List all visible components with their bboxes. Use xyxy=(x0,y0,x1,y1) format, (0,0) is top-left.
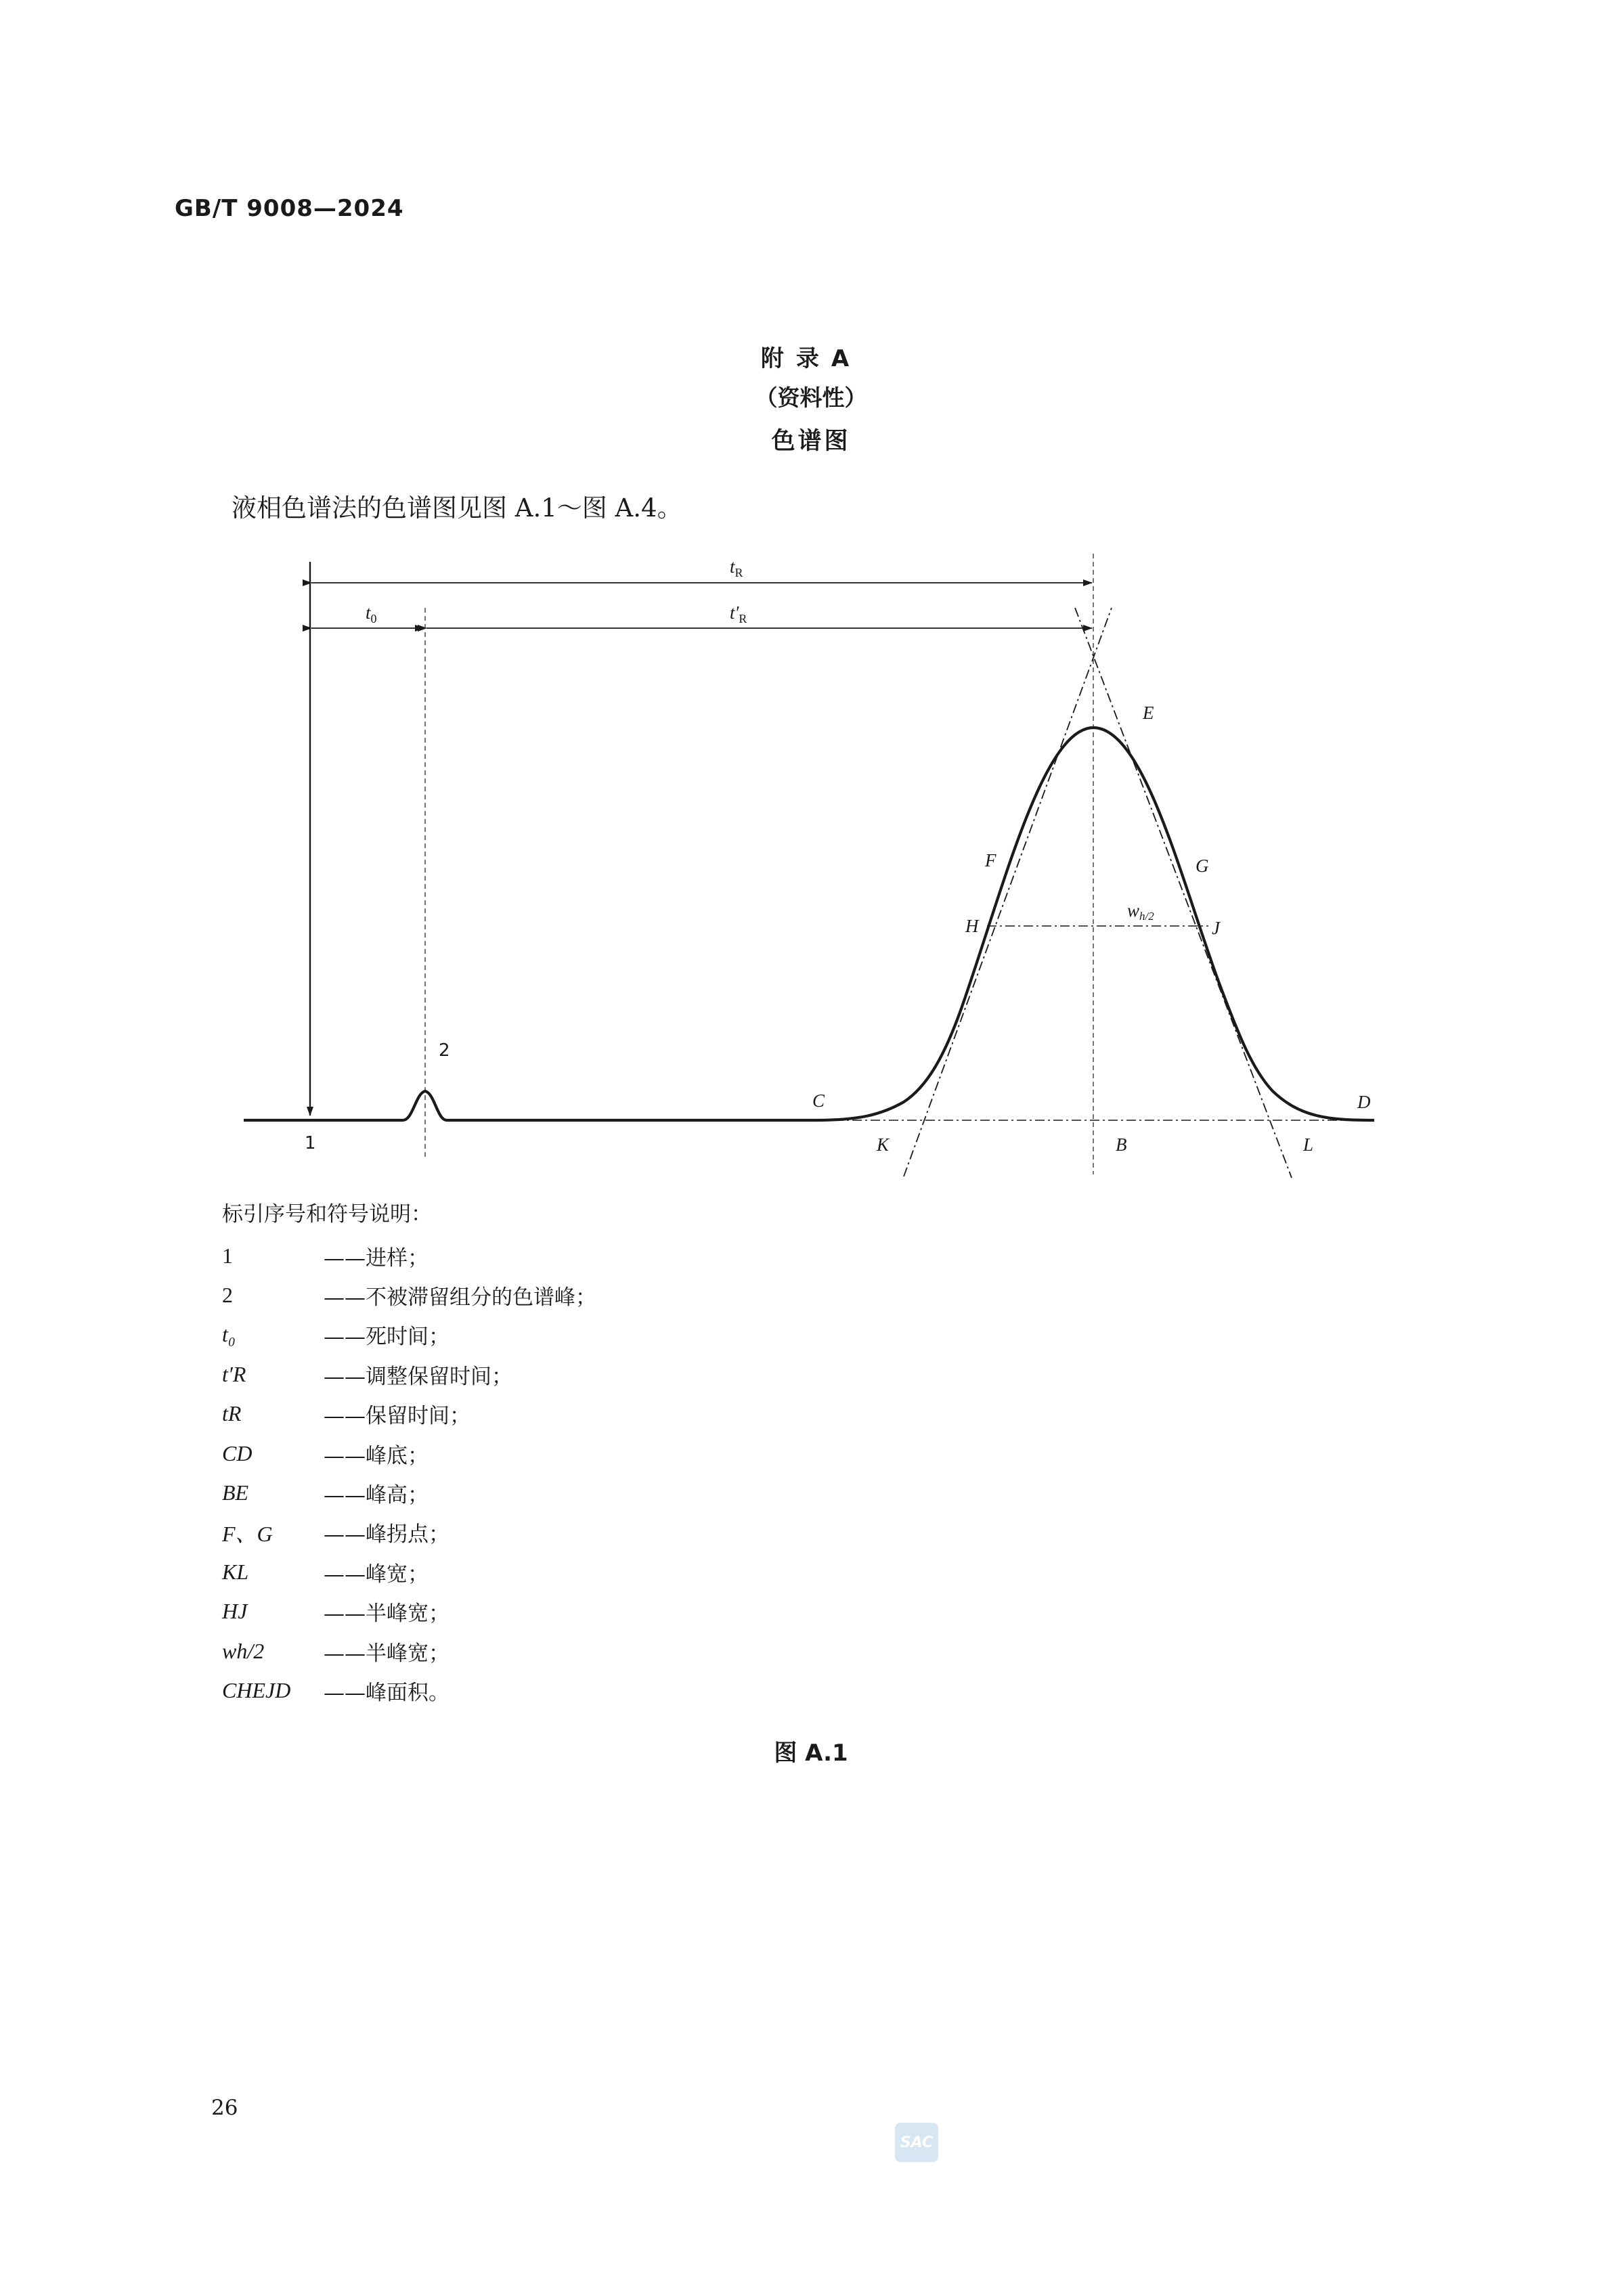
legend-description: ——峰高； xyxy=(324,1483,429,1508)
legend-item xyxy=(222,1434,596,1473)
legend-symbol: CD xyxy=(222,1440,253,1465)
legend-symbol: F、G xyxy=(222,1521,273,1546)
chromatogram-curve xyxy=(244,728,1374,1120)
intro-paragraph: 液相色谱法的色谱图见图 A.1～图 A.4。 xyxy=(232,493,682,523)
legend-description: ——死时间； xyxy=(324,1325,450,1350)
appendix-title: 附录A xyxy=(760,345,862,372)
legend-item xyxy=(222,1631,596,1671)
legend-item xyxy=(222,1394,596,1434)
label-B: B xyxy=(1116,1134,1127,1155)
legend-description: ——峰宽； xyxy=(324,1562,429,1587)
legend-description: ——不被滞留组分的色谱峰； xyxy=(324,1285,596,1310)
legend-title: 标引序号和符号说明： xyxy=(222,1202,432,1227)
legend-symbol: 1 xyxy=(222,1243,233,1268)
label-injection: 1 xyxy=(305,1133,316,1153)
legend-symbol: CHEJD xyxy=(222,1677,291,1702)
tR-prime-label: $t'_R$ xyxy=(730,602,747,625)
legend-description: ——半峰宽； xyxy=(324,1641,450,1666)
label-F: F xyxy=(985,850,996,870)
legend-item xyxy=(222,1552,596,1591)
label-K: K xyxy=(877,1134,890,1155)
figure-caption: 图 A.1 xyxy=(774,1740,848,1767)
legend-description: ——半峰宽； xyxy=(324,1602,450,1627)
standard-code: GB/T 9008—2024 xyxy=(175,195,404,222)
page-number: 26 xyxy=(211,2096,238,2120)
tR-label: $t_R$ xyxy=(730,556,743,579)
right-tangent xyxy=(1075,608,1292,1178)
legend-item xyxy=(222,1236,596,1275)
label-L: L xyxy=(1303,1134,1314,1155)
t0-label: $t_0$ xyxy=(366,602,377,625)
sac-logo-watermark xyxy=(895,2123,938,2162)
legend-symbol: 2 xyxy=(222,1283,233,1308)
label-w-half: wh/2 xyxy=(1127,900,1154,923)
appendix-subject: 色谱图 xyxy=(771,428,851,455)
legend-symbol: t′R xyxy=(222,1361,246,1386)
legend-description: ——调整保留时间； xyxy=(324,1364,512,1389)
legend-description: ——进样； xyxy=(324,1245,429,1271)
legend-item xyxy=(222,1315,596,1354)
legend-description: ——峰面积。 xyxy=(324,1680,450,1705)
label-D: D xyxy=(1357,1092,1371,1112)
legend-item xyxy=(222,1275,596,1315)
legend-symbol: KL xyxy=(222,1559,249,1584)
legend-item xyxy=(222,1513,596,1552)
legend-symbol: tR xyxy=(222,1401,242,1426)
label-G: G xyxy=(1196,856,1209,876)
label-E: E xyxy=(1143,703,1154,723)
legend-symbol: BE xyxy=(222,1480,249,1505)
legend-description: ——峰底； xyxy=(324,1443,429,1468)
legend-description: ——保留时间； xyxy=(324,1404,470,1429)
legend-item xyxy=(222,1354,596,1394)
sac-logo-text: SAC xyxy=(900,2134,934,2151)
appendix-nature: （资料性） xyxy=(755,384,867,411)
label-unretained-peak: 2 xyxy=(439,1040,450,1061)
legend xyxy=(222,1197,596,1710)
left-tangent xyxy=(904,608,1112,1176)
legend-description: ——峰拐点； xyxy=(324,1522,450,1547)
legend-item xyxy=(222,1671,596,1710)
label-H: H xyxy=(965,916,979,936)
legend-item xyxy=(222,1592,596,1631)
legend-symbol: HJ xyxy=(222,1599,248,1624)
label-C: C xyxy=(812,1090,825,1111)
legend-symbol: wh/2 xyxy=(222,1638,265,1663)
legend-symbol: t₀ xyxy=(222,1322,236,1347)
label-J: J xyxy=(1212,918,1220,938)
legend-item xyxy=(222,1473,596,1512)
